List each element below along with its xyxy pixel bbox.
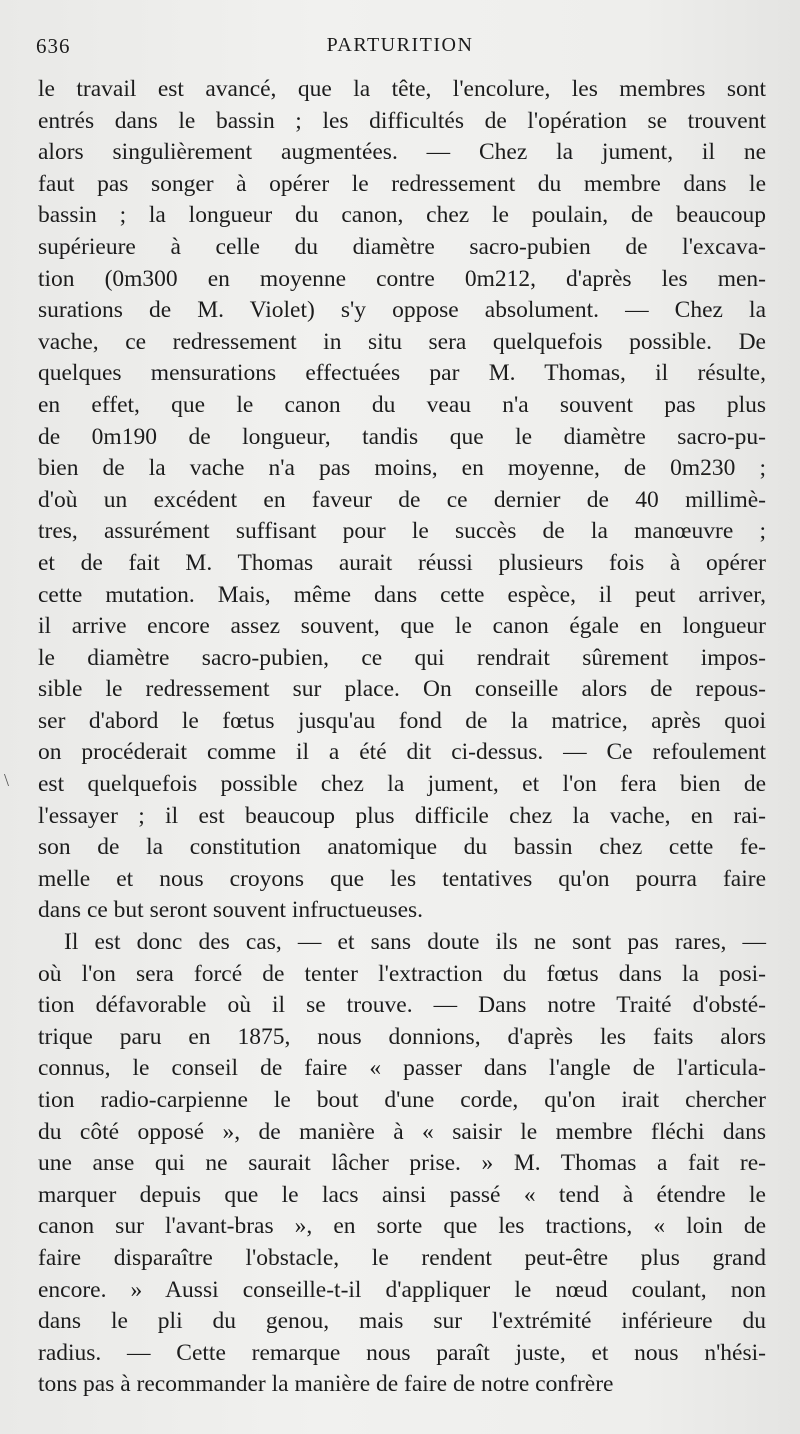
text-line: melle et nous croyons que les tentatives qu'on pourra faire xyxy=(38,865,766,892)
text-line: une anse qui ne saurait lâcher prise. » M. Thomas a fait re- xyxy=(38,1150,766,1177)
text-line: tion défavorable où il se trouve. — Dans notre Traité d'obsté- xyxy=(38,992,766,1019)
text-line: faut pas songer à opérer le redressement du membre dans le xyxy=(38,170,766,197)
page-header xyxy=(0,30,800,66)
text-line: faire disparaître l'obstacle, le rendent peut-être plus grand xyxy=(38,1244,766,1271)
text-line: Il est donc des cas, — et sans doute ils ne sont pas rares, — xyxy=(64,929,766,956)
text-line: de 0m190 de longueur, tandis que le diamètre sacro-pu- xyxy=(38,423,766,450)
text-line: et de fait M. Thomas aurait réussi plusieurs fois à opérer xyxy=(38,549,766,576)
text-line: où l'on sera forcé de tenter l'extraction du fœtus dans la posi- xyxy=(38,960,766,987)
text-line: l'essayer ; il est beaucoup plus difficile chez la vache, en rai- xyxy=(38,802,766,829)
text-line: le travail est avancé, que la tête, l'encolure, les membres sont xyxy=(38,76,766,102)
body-text xyxy=(38,74,766,1401)
text-line: canon sur l'avant-bras », en sorte que les tractions, « loin de xyxy=(38,1213,766,1240)
margin-mark: \ xyxy=(4,770,10,790)
text-line: tons pas à recommander la manière de faire de notre confrère xyxy=(38,1371,614,1398)
text-line: est quelquefois possible chez la jument, et l'on fera bien de xyxy=(38,771,766,798)
text-line: surations de M. Violet) s'y oppose absolument. — Chez la xyxy=(38,297,766,324)
text-line: alors singulièrement augmentées. — Chez la jument, il ne xyxy=(38,139,766,166)
text-line: d'où un excédent en faveur de ce dernier de 40 millimè- xyxy=(38,486,766,513)
text-line: dans ce but seront souvent infructueuses. xyxy=(38,897,424,924)
text-line: marquer depuis que le lacs ainsi passé « tend à étendre le xyxy=(38,1181,766,1208)
text-line: cette mutation. Mais, même dans cette espèce, il peut arriver, xyxy=(38,581,766,608)
text-line: encore. » Aussi conseille-t-il d'appliquer le nœud coulant, non xyxy=(38,1276,766,1303)
text-line: supérieure à celle du diamètre sacro-pubien de l'excava- xyxy=(38,233,766,260)
text-line: ser d'abord le fœtus jusqu'au fond de la matrice, après quoi xyxy=(38,707,766,734)
text-line: entrés dans le bassin ; les difficultés de l'opération se trouvent xyxy=(38,107,766,134)
text-line: sible le redressement sur place. On conseille alors de repous- xyxy=(38,676,766,703)
text-line: il arrive encore assez souvent, que le canon égale en longueur xyxy=(38,613,766,640)
page-number: 636 xyxy=(36,34,71,58)
text-line: bien de la vache n'a pas moins, en moyenne, de 0m230 ; xyxy=(38,455,766,482)
text-line: vache, ce redressement in situ sera quelquefois possible. De xyxy=(38,328,766,355)
text-line: en effet, que le canon du veau n'a souvent pas plus xyxy=(38,391,766,418)
text-line: tion radio-carpienne le bout d'une corde, qu'on irait chercher xyxy=(38,1087,766,1113)
text-line: trique paru en 1875, nous donnions, d'après les faits alors xyxy=(38,1023,766,1050)
text-line: quelques mensurations effectuées par M. Thomas, il résulte, xyxy=(38,360,766,387)
text-line: son de la constitution anatomique du bassin chez cette fe- xyxy=(38,834,766,861)
text-line: dans le pli du genou, mais sur l'extrémité inférieure du xyxy=(38,1308,766,1335)
paragraph xyxy=(38,74,766,927)
running-head: PARTURITION xyxy=(326,34,474,56)
text-line: le diamètre sacro-pubien, ce qui rendrait sûrement impos- xyxy=(38,644,766,671)
text-line: connus, le conseil de faire « passer dans l'angle de l'articula- xyxy=(38,1055,766,1082)
paragraph xyxy=(38,927,766,1401)
text-line: on procéderait comme il a été dit ci-dessus. — Ce refoulement xyxy=(38,739,766,766)
text-line: bassin ; la longueur du canon, chez le poulain, de beaucoup xyxy=(38,202,766,229)
text-line: tres, assurément suffisant pour le succès de la manœuvre ; xyxy=(38,518,766,545)
text-line: radius. — Cette remarque nous paraît juste, et nous n'hési- xyxy=(38,1339,766,1366)
text-line: du côté opposé », de manière à « saisir le membre fléchi dans xyxy=(38,1118,766,1145)
text-line: tion (0m300 en moyenne contre 0m212, d'après les men- xyxy=(38,265,766,292)
